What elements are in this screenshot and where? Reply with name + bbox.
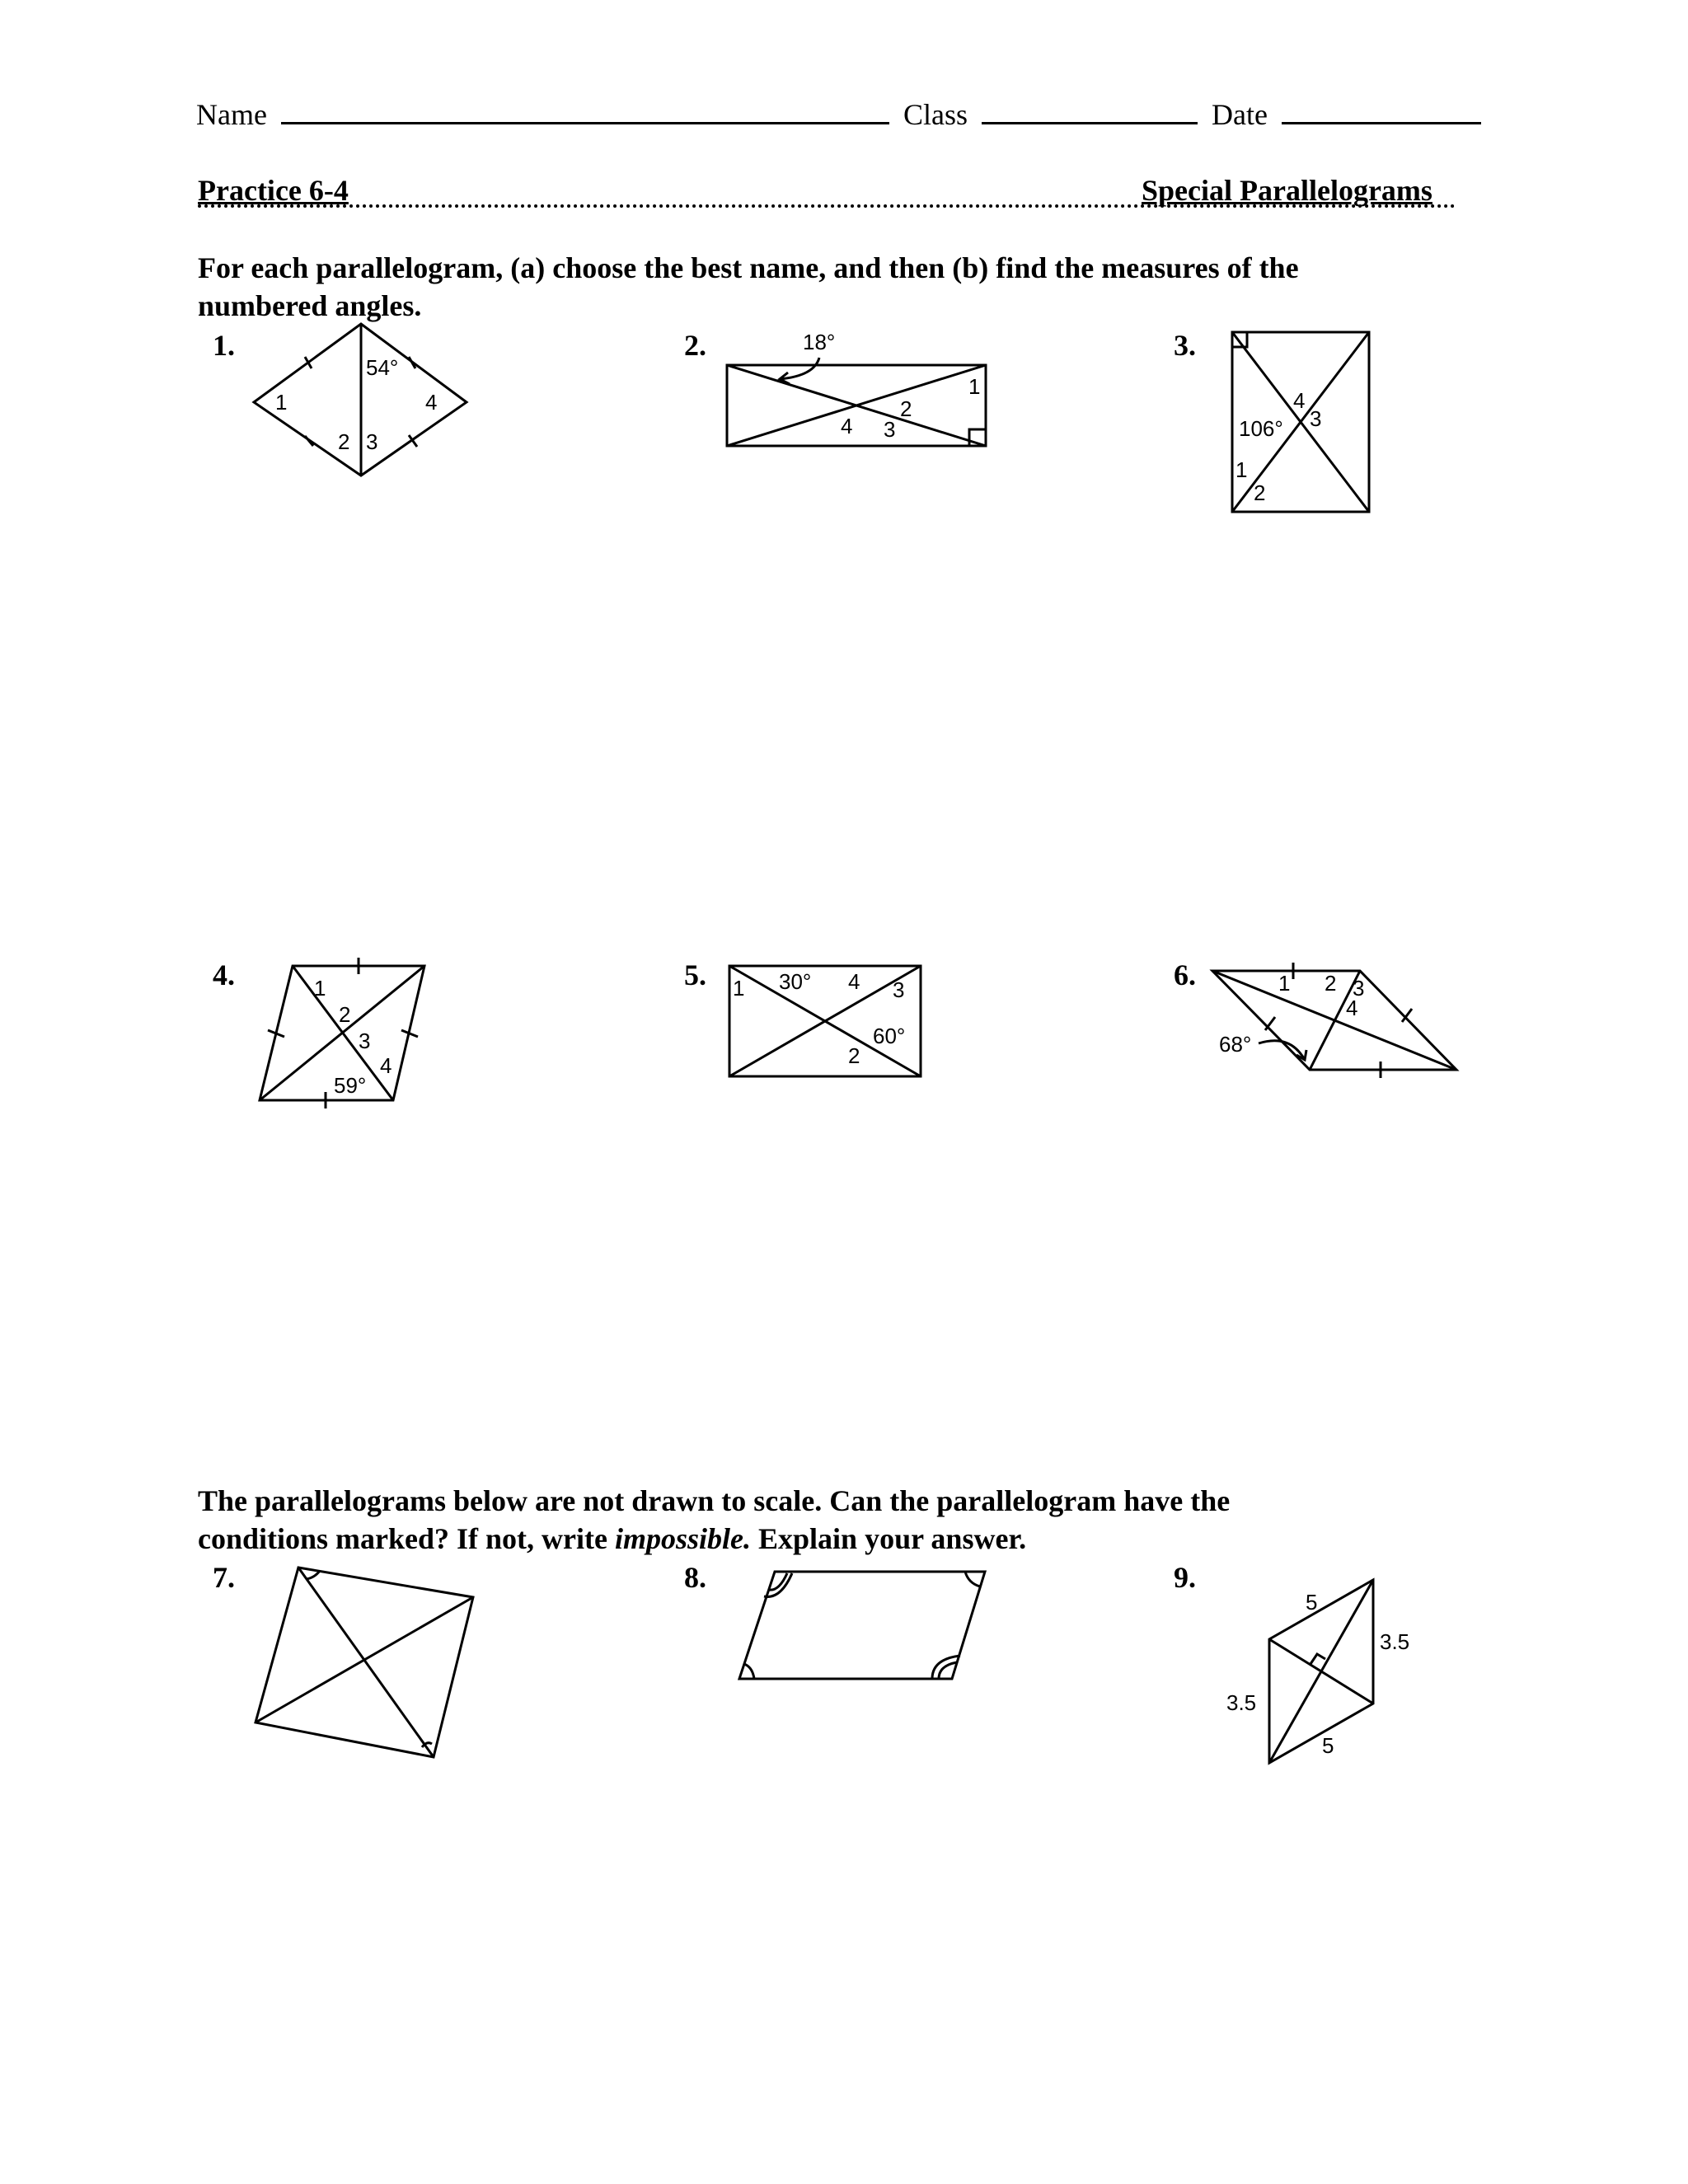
label-angle-3: 3 [893, 977, 905, 1002]
figure-6-rhombus [1207, 948, 1471, 1104]
label-angle-1: 1 [314, 976, 326, 1001]
label-angle-1: 1 [275, 390, 288, 415]
angle-mark-single [744, 1664, 754, 1679]
label-angle-3: 3 [366, 429, 378, 454]
section-title: Special Parallelograms [1142, 174, 1432, 207]
label-angle-3: 3 [884, 417, 896, 442]
problem-4-number: 4. [213, 958, 235, 991]
figure-3-rectangle [1224, 326, 1381, 523]
label-angle-1: 1 [968, 374, 981, 399]
figure-5-rectangle [721, 956, 927, 1088]
figure-9-parallelogram [1220, 1570, 1418, 1776]
label-angle-4: 4 [848, 969, 860, 994]
diagonal [256, 1597, 473, 1722]
header-row [196, 97, 1482, 132]
label-angle-1: 1 [1278, 971, 1291, 996]
problem-8-number: 8. [684, 1561, 706, 1594]
practice-title: Practice 6-4 [198, 174, 349, 207]
figure-1-rhombus [247, 317, 478, 482]
problem-3-number: 3. [1174, 329, 1196, 362]
section2-instruction-line2 [198, 1520, 1517, 1558]
label-angle-3: 3 [359, 1029, 371, 1053]
label-angle-2: 2 [339, 1002, 351, 1027]
label-30: 30° [779, 969, 812, 994]
label-angle-4: 4 [380, 1053, 392, 1078]
label-angle-2: 2 [338, 429, 350, 454]
label-top-5: 5 [1306, 1590, 1318, 1615]
name-label: Name [196, 98, 267, 131]
figure-7-parallelogram [247, 1558, 486, 1764]
name-field[interactable] [281, 122, 889, 124]
label-angle-2: 2 [848, 1043, 860, 1068]
class-field[interactable] [982, 122, 1198, 124]
label-right-3-5: 3.5 [1380, 1629, 1410, 1654]
label-angle-2: 2 [1325, 971, 1337, 996]
label-59: 59° [334, 1073, 367, 1098]
date-label: Date [1211, 98, 1268, 131]
section2-instruction-line1: The parallelograms below are not drawn to scale. Can the parallelogram have the [198, 1484, 1231, 1517]
section2-instruction-post: Explain your answer. [751, 1522, 1027, 1555]
label-18: 18° [803, 330, 836, 354]
label-angle-1: 1 [1236, 457, 1248, 482]
label-angle-3: 3 [1310, 406, 1322, 431]
figure-8-parallelogram [729, 1562, 1001, 1694]
label-106: 106° [1239, 416, 1283, 441]
label-54: 54° [366, 355, 399, 380]
problem-2-number: 2. [684, 329, 706, 362]
figure-4-rhombus [251, 948, 449, 1121]
class-label: Class [903, 98, 968, 131]
diagonal [1269, 1639, 1373, 1704]
problem-7-number: 7. [213, 1561, 235, 1594]
label-angle-2: 2 [1254, 480, 1266, 505]
label-angle-4: 4 [1346, 996, 1358, 1020]
label-angle-4: 4 [1293, 388, 1306, 413]
date-field[interactable] [1282, 122, 1481, 124]
label-60: 60° [873, 1024, 906, 1048]
section1-instructions [198, 249, 1517, 325]
label-angle-1: 1 [733, 976, 745, 1001]
figure-2-rectangle [717, 320, 997, 460]
label-angle-4: 4 [841, 414, 853, 438]
angle-mark [307, 1571, 320, 1579]
section2-instructions [198, 1482, 1517, 1558]
section2-instruction-pre: conditions marked? If not, write [198, 1522, 615, 1555]
section2-instruction-emphasis: impossible. [615, 1522, 752, 1555]
label-left-3-5: 3.5 [1226, 1690, 1257, 1715]
label-angle-3: 3 [1353, 976, 1365, 1001]
right-angle-mark [1311, 1654, 1325, 1664]
label-angle-4: 4 [425, 390, 438, 415]
section1-instruction-line1: For each parallelogram, (a) choose the best name, and then (b) find the measures of the [198, 251, 1299, 284]
parallelogram-outline [256, 1568, 473, 1757]
label-angle-2: 2 [900, 396, 912, 421]
label-bottom-5: 5 [1322, 1733, 1334, 1758]
diagonal [298, 1568, 434, 1757]
problem-5-number: 5. [684, 958, 706, 991]
problem-9-number: 9. [1174, 1561, 1196, 1594]
problem-1-number: 1. [213, 329, 235, 362]
label-68: 68° [1219, 1032, 1252, 1057]
section1-instruction-line2: numbered angles. [198, 289, 422, 322]
problem-6-number: 6. [1174, 958, 1196, 991]
angle-mark-single [965, 1572, 980, 1586]
